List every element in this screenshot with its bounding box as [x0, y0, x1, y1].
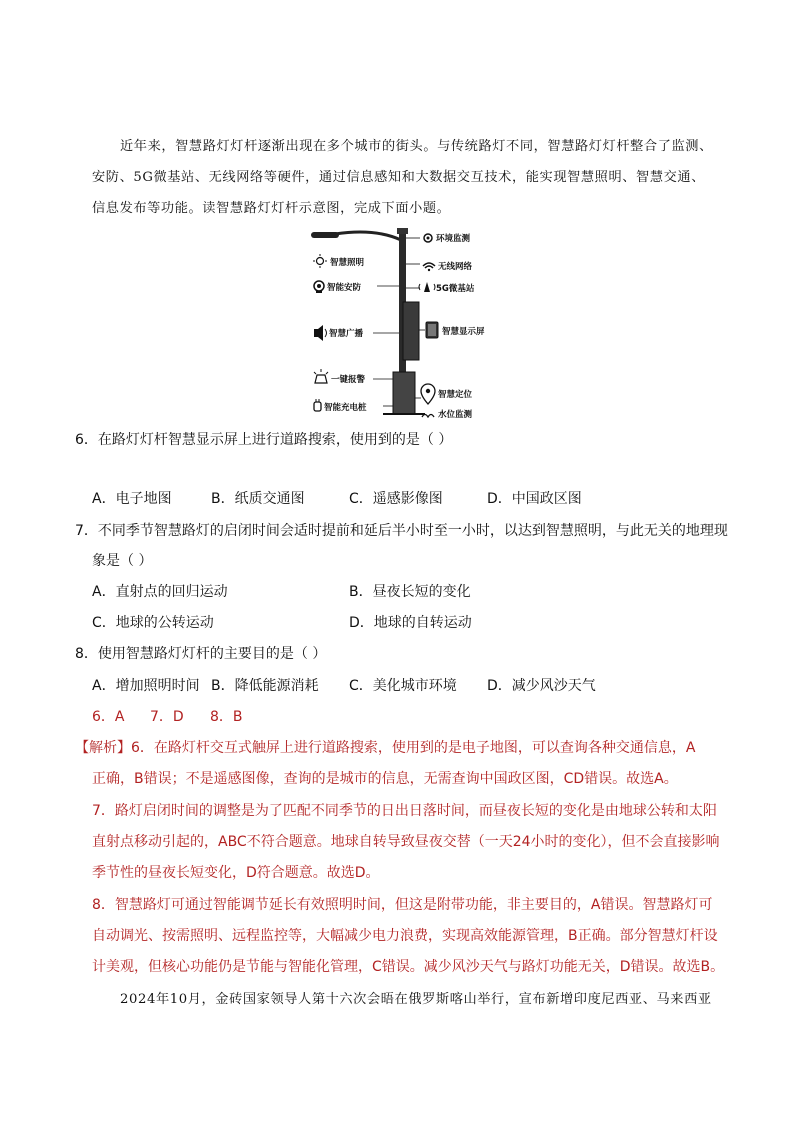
- q8-option-a: A．增加照明时间: [92, 678, 200, 694]
- pole-screen: [403, 302, 419, 360]
- sun-icon: [313, 254, 327, 268]
- q7-option-a: A．直射点的回归运动: [92, 584, 228, 600]
- alarm-icon: [314, 369, 328, 383]
- antenna-icon: [419, 282, 435, 292]
- camera-icon: [314, 281, 324, 293]
- analysis-line-4: 直射点移动引起的，ABC不符合题意。地球自转导致昼夜交替（一天24小时的变化），但不会直接影响: [92, 834, 720, 850]
- label-wifi: 无线网络: [438, 262, 473, 272]
- label-env: 环境监测: [436, 234, 471, 244]
- intro-line-1: 近年来，智慧路灯灯杆逐渐出现在多个城市的街头。与传统路灯不同，智慧路灯灯杆整合了监测、: [120, 139, 713, 154]
- label-security: 智能安防: [327, 283, 362, 293]
- analysis-line-6: 8．智慧路灯可通过智能调节延长有效照明时间，但这是附带功能，非主要目的，A错误。智慧路灯可: [92, 897, 713, 913]
- label-locate: 智慧定位: [438, 390, 473, 400]
- charging-pile: [393, 372, 415, 414]
- q8-option-b: B．降低能源消耗: [211, 678, 319, 694]
- q7-option-d: D．地球的自转运动: [349, 615, 472, 631]
- analysis-line-8: 计美观，但核心功能仍是节能与智能化管理，C错误。减少风沙天气与路灯功能无关，D错误。故选B。: [92, 959, 725, 975]
- intro-line-3: 信息发布等功能。读智慧路灯灯杆示意图，完成下面小题。: [92, 201, 451, 216]
- label-broadcast: 智慧广播: [329, 329, 364, 339]
- analysis-line-3: 7．路灯启闭时间的调整是为了匹配不同季节的日出日落时间，而昼夜长短的变化是由地球公转和太阳: [92, 803, 717, 819]
- q7-stem-line-2: 象是（ ）: [92, 553, 153, 569]
- q8-option-c: C．美化城市环境: [349, 678, 457, 694]
- smart-pole-diagram: [305, 226, 505, 418]
- label-screen: 智慧显示屏: [442, 327, 485, 337]
- q6-option-d: D．中国政区图: [487, 491, 582, 507]
- q6-stem: 6．在路灯灯杆智慧显示屏上进行道路搜索，使用到的是（ ）: [75, 432, 453, 448]
- analysis-line-1: 【解析】6．在路灯杆交互式触屏上进行道路搜索，使用到的是电子地图，可以查询各种交通信息，A: [75, 740, 696, 756]
- q7-option-b: B．昼夜长短的变化: [349, 584, 471, 600]
- next-passage-line-1: 2024年10月，金砖国家领导人第十六次会晤在俄罗斯喀山举行，宣布新增印度尼西亚、马来西亚: [120, 992, 712, 1007]
- q6-option-a: A．电子地图: [92, 491, 172, 507]
- label-charge: 智能充电桩: [324, 403, 367, 413]
- env-monitor-icon: [424, 234, 432, 242]
- plug-icon: [314, 399, 321, 411]
- q6-option-c: C．遥感影像图: [349, 491, 443, 507]
- lamp-head: [311, 232, 339, 238]
- q7-stem-line-1: 7．不同季节智慧路灯的启闭时间会适时提前和延后半小时至一小时，以达到智慧照明，与此无关的地理现: [75, 523, 728, 539]
- analysis-line-2: 正确，B错误；不是遥感图像，查询的是城市的信息，无需查询中国政区图，CD错误。故选A。: [92, 771, 678, 787]
- location-pin-icon: [421, 384, 435, 404]
- analysis-line-5: 季节性的昼夜长短变化，D符合题意。故选D。: [92, 865, 380, 881]
- q6-option-b: B．纸质交通图: [211, 491, 305, 507]
- answer-6: 6．A: [92, 709, 125, 725]
- q8-stem: 8．使用智慧路灯灯杆的主要目的是（ ）: [75, 646, 327, 662]
- analysis-line-7: 自动调光、按需照明、远程监控等，大幅减少电力浪费，实现高效能源管理，B正确。部分智慧灯杆设: [92, 928, 718, 944]
- label-alarm: 一键报警: [331, 375, 366, 385]
- speaker-icon: [314, 325, 327, 341]
- label-light: 智慧照明: [330, 258, 365, 268]
- wifi-icon: [423, 263, 435, 271]
- label-5g: 5G微基站: [436, 284, 475, 294]
- intro-line-2: 安防、5G微基站、无线网络等硬件，通过信息感知和大数据交互技术，能实现智慧照明、智慧交通、: [92, 170, 705, 185]
- water-level-icon: [422, 415, 434, 418]
- display-icon: [426, 322, 438, 338]
- q8-option-d: D．减少风沙天气: [487, 678, 596, 694]
- answer-7: 7．D: [150, 709, 184, 725]
- label-water: 水位监测: [438, 410, 473, 418]
- q7-option-c: C．地球的公转运动: [92, 615, 214, 631]
- answer-8: 8．B: [210, 709, 243, 725]
